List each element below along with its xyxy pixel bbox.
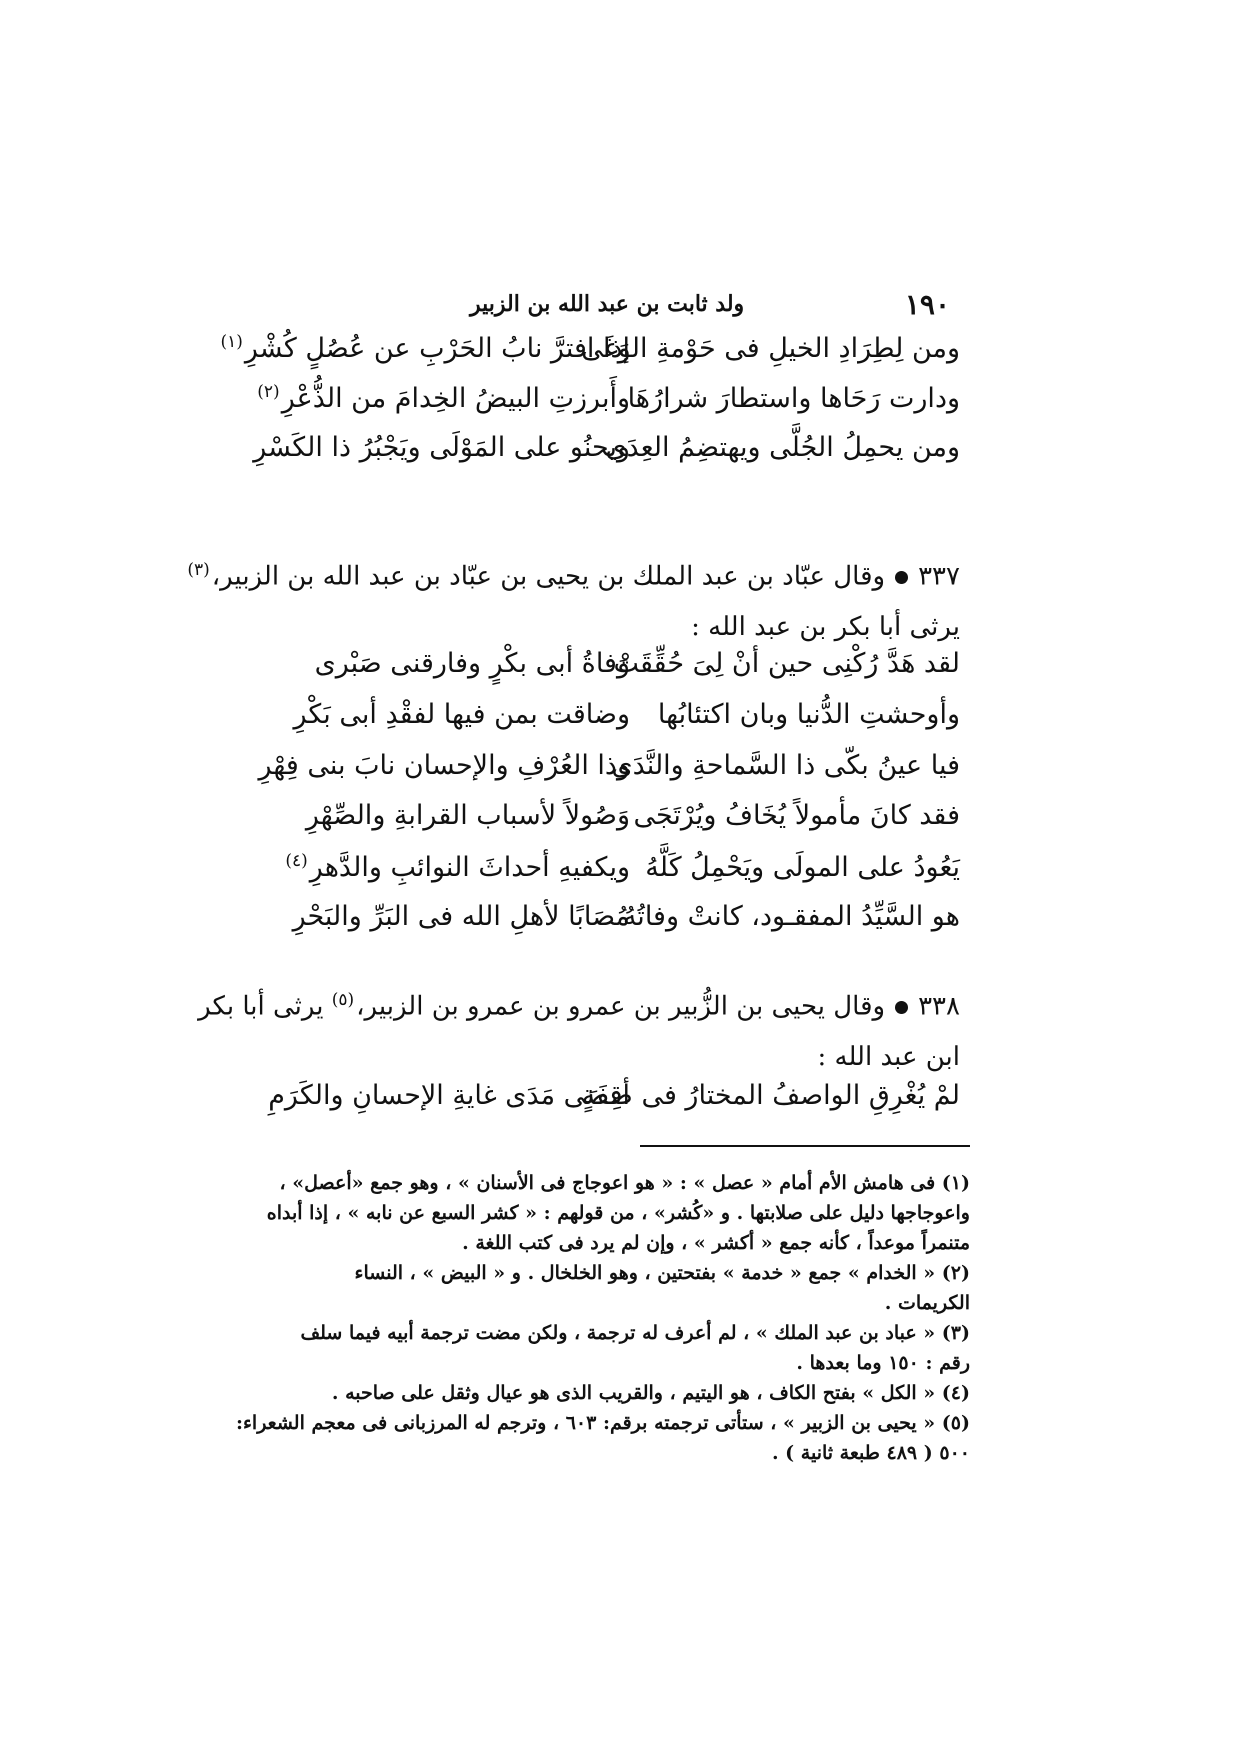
verse-first-hemistich: لمْ يُغْرِقِ الواصفُ المختارُ فى صِفَةٍ: [581, 1080, 960, 1111]
page-header: [470, 282, 950, 326]
footnote-line: واعوجاجها دليل على صلابتها . و «كُشر» ، من قولهم : « كشر السبع عن نابه » ، إذا أبداه: [266, 1202, 970, 1224]
verse-line: [280, 851, 960, 883]
entry-338-intro: [198, 975, 960, 1082]
entry-line: يرثى أبا بكر بن عبد الله :: [691, 611, 960, 642]
bullet-dot-icon: [895, 1001, 908, 1014]
hemistich-text: إذا افترَّ نابُ الحَرْبِ عن عُصُلٍ كُشْرِ: [244, 333, 630, 364]
verse-first-hemistich: هو السَّيِّدُ المفقـود، كانتْ وفاتُهُ: [622, 901, 960, 932]
verse-second-hemistich: وَصُولاً لأسباب القرابةِ والصِّهْرِ: [305, 800, 630, 831]
entry-text: وقال عبّاد بن عبد الملك بن يحيى بن عبّاد بن عبد الله بن الزبير،: [211, 561, 886, 592]
verse-line: [220, 332, 960, 364]
footnote-line: (١) فى هامش الأم أمام « عصل » : « هو اعوجاج فى الأسنان » ، وهو جمع «أعصل» ،: [279, 1172, 970, 1194]
hemistich-text: ويكفيهِ أحداثَ النوائبِ والدَّهرِ: [309, 852, 630, 883]
footnote-line: (٤) « الكل » بفتح الكاف ، هو اليتيم ، والقريب الذى هو عيال وثقل على صاحبه .: [331, 1382, 970, 1404]
footnote-line: رقم : ١٥٠ وما بعدها .: [796, 1352, 970, 1374]
verse-first-hemistich: لقد هَدَّ رُكْنِى حين أنْ لِىَ حُقِّقَتْ: [613, 648, 960, 679]
footnote-line: (٢) « الخدام » جمع « خدمة » بفتحتين ، وهو الخلخال . و « البيض » ، النساء: [354, 1262, 970, 1284]
footnote-marker: (٤): [285, 851, 308, 871]
verse-second-hemistich: أقصَى مَدَى غايةِ الإحسانِ والكَرَمِ: [268, 1080, 630, 1111]
bullet-dot-icon: [895, 571, 908, 584]
entry-text: يرثى أبا بكر: [198, 991, 324, 1022]
entry-number: ٣٣٨: [918, 991, 960, 1022]
verse-second-hemistich: مُصَابًا لأهلِ الله فى البَرِّ والبَحْرِ: [292, 901, 630, 932]
verse-line: [268, 1080, 960, 1111]
verse-line: [280, 901, 960, 932]
entry-line: [198, 975, 960, 1032]
verse-second-hemistich: [257, 382, 630, 414]
running-title: ولد ثابت بن عبد الله بن الزبير: [470, 291, 745, 317]
entry-number: ٣٣٧: [918, 561, 960, 592]
footnote-line: متنمراً موعداً ، كأنه جمع « أكشر » ، وإن لم يرد فى كتب اللغة .: [462, 1232, 970, 1254]
verse-first-hemistich: ومن لِطِرَادِ الخيلِ فى حَوْمةِ الوَغَى: [581, 333, 960, 364]
verse-second-hemistich: [220, 332, 630, 364]
verse-line: [253, 432, 960, 463]
verse-line: [257, 382, 960, 414]
footnote-line: الكريمات .: [884, 1292, 970, 1314]
verse-line: [280, 800, 960, 831]
verse-second-hemistich: ويحنُو على المَوْلَى ويَجْبُرُ ذا الكَسْرِ: [253, 432, 630, 463]
footnote-marker: (٣): [187, 560, 210, 580]
verse-line: [258, 750, 960, 781]
verse-second-hemistich: [280, 851, 630, 883]
page-number: ١٩٠: [904, 287, 950, 321]
footnote-marker: (٥): [331, 990, 355, 1010]
footnote-separator: [640, 1145, 970, 1147]
entry-337-intro: [187, 545, 960, 652]
footnote-marker: (١): [220, 332, 243, 352]
entry-line: [187, 545, 960, 602]
footnote-line: ٥٠٠ ( ٤٨٩ طبعة ثانية ) .: [771, 1442, 970, 1464]
verse-first-hemistich: وأوحشتِ الدُّنيا وبان اكتئابُها: [657, 699, 960, 730]
verse-first-hemistich: فقد كانَ مأمولاً يُخَافُ ويُرْتَجَى: [633, 800, 960, 831]
hemistich-text: وأَبرزتِ البيضُ الخِدامَ من الذُّعْرِ: [281, 383, 630, 414]
verse-first-hemistich: ومن يحمِلُ الجُلَّى ويهتضِمُ العِدَى: [605, 432, 960, 463]
verse-line: [280, 648, 960, 679]
entry-text: وقال يحيى بن الزُّبير بن عمرو بن عمرو بن الزبير،: [356, 991, 886, 1022]
entry-line: ابن عبد الله :: [817, 1041, 960, 1072]
verse-line: [280, 699, 960, 730]
footnotes: [235, 1168, 970, 1468]
verse-second-hemistich: وضاقت بمن فيها لفقْدِ أبى بَكْرِ: [293, 699, 630, 730]
footnote-marker: (٢): [257, 382, 280, 402]
verse-first-hemistich: يَعُودُ على المولَى ويَحْمِلُ كَلَّهُ: [645, 852, 960, 883]
verse-second-hemistich: وذا العُرْفِ والإحسان نابَ بنى فِهْرِ: [258, 750, 630, 781]
footnote-line: (٥) « يحيى بن الزبير » ، ستأتى ترجمته برقم: ٦٠٣ ، وترجم له المرزبانى فى معجم الشعراء:: [235, 1412, 970, 1434]
footnote-line: (٣) « عباد بن عبد الملك » ، لم أعرف له ترجمة ، ولكن مضت ترجمة أبيه فيما سلف: [300, 1322, 970, 1344]
verse-first-hemistich: ودارت رَحَاها واستطارَ شرارُهَا: [627, 383, 960, 414]
verse-first-hemistich: فيا عينُ بكّى ذا السَّماحةِ والنَّدَى: [611, 750, 960, 781]
verse-second-hemistich: وَفاةُ أبى بكْرٍ وفارقنى صَبْرى: [314, 648, 630, 679]
